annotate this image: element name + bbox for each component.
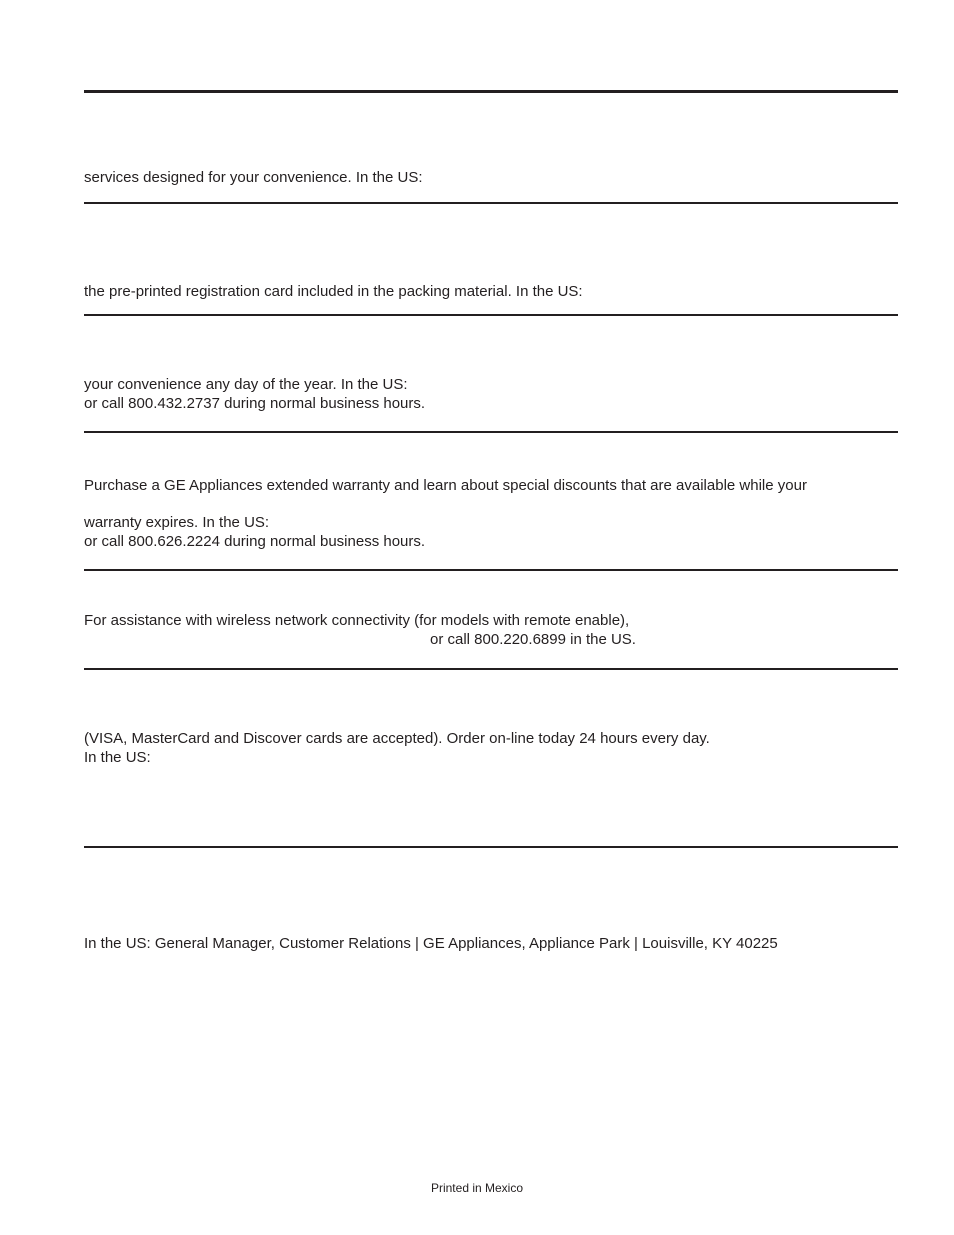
divider-3 xyxy=(84,431,898,433)
section-3-line-2: or call 800.432.2737 during normal business hours. xyxy=(84,395,426,412)
section-4-line-1: Purchase a GE Appliances extended warranty and learn about special discounts that are available while your xyxy=(84,477,807,494)
divider-1 xyxy=(84,202,898,204)
divider-6 xyxy=(84,846,898,848)
section-4-line-2: warranty expires. In the US: xyxy=(84,514,270,531)
section-7-line-1: In the US: General Manager, Customer Relations | GE Appliances, Appliance Park | Louisville, KY 40225 xyxy=(84,935,778,952)
section-5-line-1: For assistance with wireless network connectivity (for models with remote enable), xyxy=(84,612,630,629)
section-6-line-1: (VISA, MasterCard and Discover cards are accepted). Order on-line today 24 hours every day. xyxy=(84,730,710,747)
divider-5 xyxy=(84,668,898,670)
divider-4 xyxy=(84,569,898,571)
section-6-line-2: In the US: xyxy=(84,749,151,766)
section-4-line-3: or call 800.626.2224 during normal business hours. xyxy=(84,533,426,550)
section-1-line-1: services designed for your convenience. In the US: xyxy=(84,169,423,186)
footer-printed-in: Printed in Mexico xyxy=(430,1181,524,1195)
section-5-line-2: or call 800.220.6899 in the US. xyxy=(430,631,636,648)
section-2-line-1: the pre-printed registration card included in the packing material. In the US: xyxy=(84,283,583,300)
divider-2 xyxy=(84,314,898,316)
top-divider xyxy=(84,90,898,93)
section-3-line-1: your convenience any day of the year. In the US: xyxy=(84,376,408,393)
